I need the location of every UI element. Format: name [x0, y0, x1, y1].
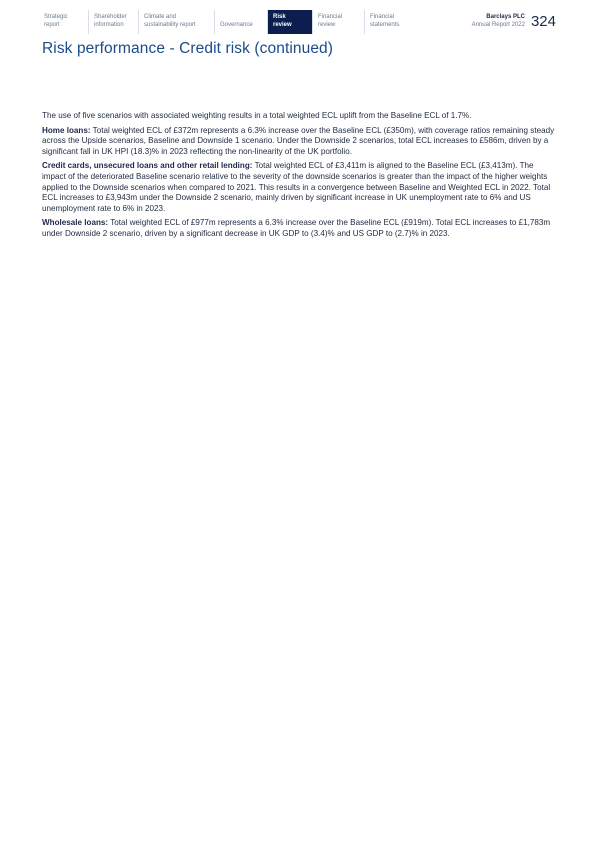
- home-loans-text: Total weighted ECL of £372m represents a 6.3% increase over the Baseline ECL (£350m), with coverage ratios remaining steady across the Upside scenarios, Baseline and Downside 1 scenario. Under the Downside 2 scenarios, total ECL increases to £586m, driven by a significant fall in UK HPI (18.3)% in 2023 reflecting the non-linearity of the UK portfolio.: [42, 125, 555, 156]
- brand-name: Barclays PLC: [486, 14, 525, 20]
- nav-label-line1: Financial: [370, 14, 395, 20]
- body-text: [42, 111, 558, 244]
- nav-governance[interactable]: [214, 10, 267, 34]
- intro-text: The use of five scenarios with associated weighting results in a total weighted ECL uplift from the Baseline ECL of 1.7%.: [42, 111, 472, 120]
- nav-label-line2: information: [94, 21, 124, 28]
- nav-climate-sustainability-report[interactable]: [138, 10, 214, 34]
- nav-label-line2: Governance: [220, 21, 253, 28]
- intro-paragraph: [42, 111, 558, 122]
- home-loans-label: Home loans:: [42, 125, 91, 135]
- nav-label-line1: Shareholder: [94, 14, 127, 20]
- nav-label-line2: review: [318, 21, 336, 28]
- nav-label-line1: Risk: [273, 14, 286, 20]
- page-number: 324: [530, 13, 556, 30]
- brand-text: [472, 14, 525, 29]
- wholesale-loans-label: Wholesale loans:: [42, 218, 109, 228]
- nav-label-line2: report: [44, 21, 60, 28]
- page-title: Risk performance - Credit risk (continued): [42, 40, 334, 57]
- nav-label-line2: statements: [370, 21, 400, 28]
- nav-label-line2: sustainability report: [144, 21, 196, 28]
- nav-label-line2: review: [273, 21, 292, 28]
- nav-shareholder-information[interactable]: [88, 10, 138, 34]
- nav-financial-statements[interactable]: [364, 10, 430, 34]
- credit-cards-paragraph: [42, 161, 558, 214]
- home-loans-paragraph: [42, 126, 558, 158]
- wholesale-loans-text: Total weighted ECL of £977m represents a 6.3% increase over the Baseline ECL (£919m). Total ECL increases to £1,783m under Downside 2 scenario, driven by a significant decrease in UK GDP to (3.4)% and US GDP to (2.7)% in 2023.: [42, 218, 551, 238]
- nav-label-line1: Financial: [318, 14, 343, 20]
- credit-cards-text: Total weighted ECL of £3,411m is aligned to the Baseline ECL (£3,413m). The impact of the deteriorated Baseline scenario relative to the severity of the downside scenarios is greater than the impact of the higher weights applied to the Downside scenarios when compared to 2021. This results in a convergence between Baseline and Weighted ECL in 2022. Total ECL increases to £3,943m under the Downside 2 scenario, mainly driven by significant increase in UK unemployment rate to 6% and US unemployment rate to 6% in 2023.: [42, 161, 551, 213]
- top-navigation: [42, 10, 558, 34]
- nav-risk-review[interactable]: [267, 10, 312, 34]
- nav-financial-review[interactable]: [312, 10, 364, 34]
- credit-cards-label: Credit cards, unsecured loans and other retail lending:: [42, 161, 253, 171]
- nav-label-line1: Climate and: [144, 14, 177, 20]
- nav-label-line1: [220, 14, 267, 22]
- brand-block: [430, 10, 558, 34]
- nav-label-line1: Strategic: [44, 14, 68, 20]
- report-name: Annual Report 2022: [471, 21, 525, 28]
- wholesale-loans-paragraph: [42, 218, 558, 239]
- nav-strategic-report[interactable]: [42, 10, 88, 34]
